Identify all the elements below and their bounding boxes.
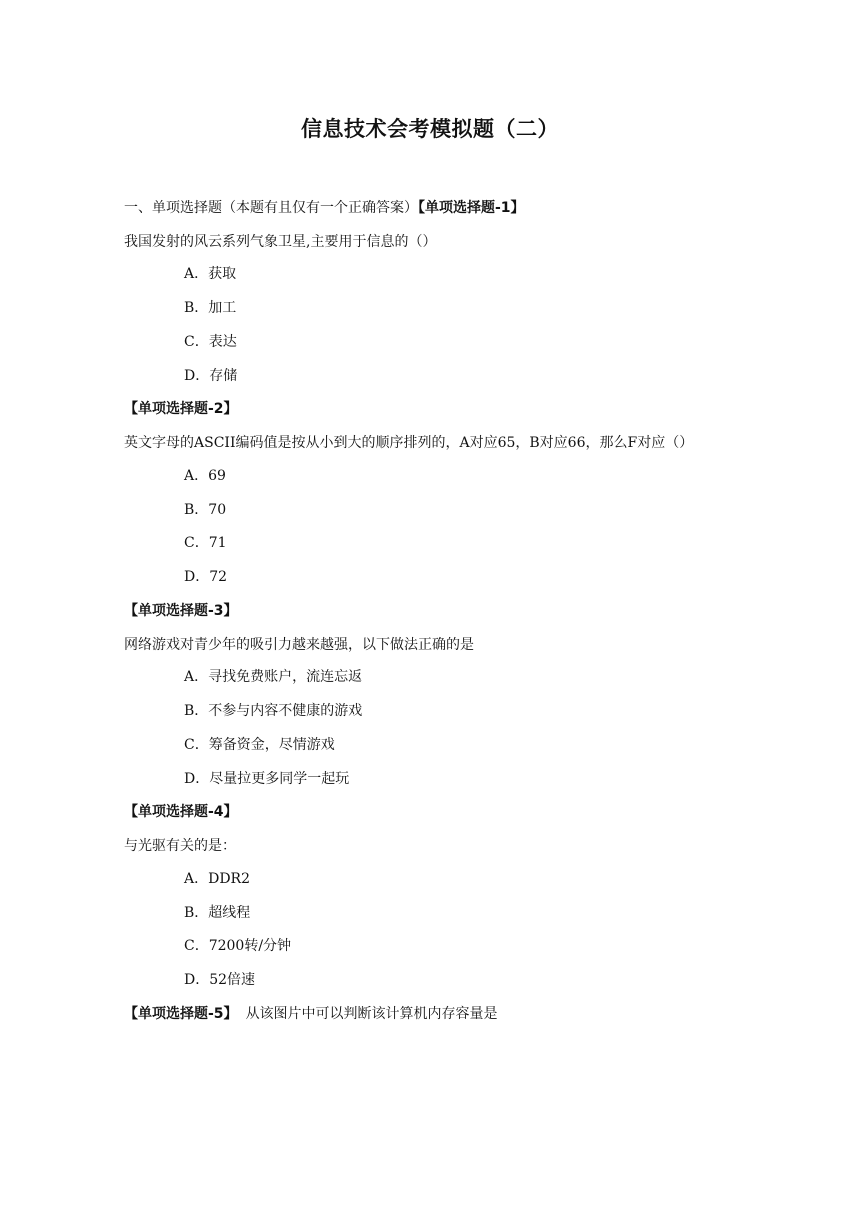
- option-d: D．存储: [184, 367, 238, 384]
- question-tag: 【单项选择题-3】: [124, 602, 238, 619]
- option-b: B．加工: [184, 300, 237, 317]
- option-c: C．7200转/分钟: [184, 938, 292, 955]
- question-tag-line: [124, 399, 804, 419]
- question-tag: 【单项选择题-1】: [418, 200, 525, 216]
- section-heading: 一、单项选择题（本题有且仅有一个正确答案）: [124, 200, 418, 216]
- question-tag-line: [124, 601, 804, 621]
- question-text: 与光驱有关的是：: [124, 838, 236, 855]
- question-text: 网络游戏对青少年的吸引力越来越强，以下做法正确的是: [124, 636, 474, 653]
- option-b: B．超线程: [184, 904, 251, 921]
- question-text: 我国发射的风云系列气象卫星,主要用于信息的（）: [124, 233, 437, 250]
- option-a: A．获取: [184, 266, 237, 283]
- option-c: C．71: [184, 535, 227, 552]
- option-a: A．DDR2: [184, 870, 251, 887]
- question-text: 英文字母的ASCII编码值是按从小到大的顺序排列的，A对应65，B对应66，那么F对应（）: [124, 435, 694, 452]
- document-content: [124, 198, 804, 1038]
- section-heading-line: [124, 198, 804, 218]
- option-b: B．70: [184, 501, 227, 518]
- question-tag-line: [124, 1004, 804, 1024]
- option-c: C．表达: [184, 333, 237, 350]
- document-title: 信息技术会考模拟题（二）: [301, 117, 559, 141]
- option-a: A．寻找免费账户，流连忘返: [184, 669, 363, 686]
- option-d: D．尽量拉更多同学一起玩: [184, 770, 350, 787]
- option-d: D．52倍速: [184, 972, 256, 989]
- option-a: A．69: [184, 467, 226, 484]
- question-text: 从该图片中可以判断该计算机内存容量是: [245, 1005, 498, 1022]
- question-tag: 【单项选择题-4】: [124, 804, 238, 821]
- option-c: C．筹备资金，尽情游戏: [184, 736, 335, 753]
- question-tag: 【单项选择题-2】: [124, 401, 238, 418]
- question-tag-line: [124, 802, 804, 822]
- question-tag: 【单项选择题-5】: [124, 1005, 238, 1022]
- option-d: D．72: [184, 569, 228, 586]
- option-b: B．不参与内容不健康的游戏: [184, 703, 363, 720]
